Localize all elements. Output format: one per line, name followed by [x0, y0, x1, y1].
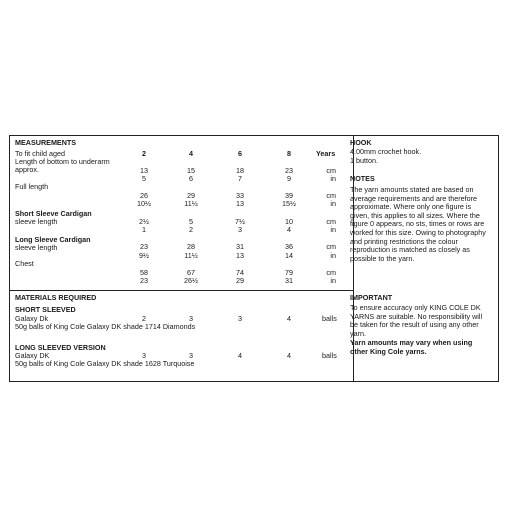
- value-cell: 3: [238, 225, 242, 234]
- materials-heading: MATERIALS REQUIRED: [15, 293, 97, 302]
- value-cell: 29: [187, 191, 195, 200]
- value-cell: 23: [140, 242, 148, 251]
- value-cell: 4: [287, 225, 291, 234]
- value-cell: 2½: [139, 217, 149, 226]
- unit-in: in: [330, 276, 336, 285]
- unit-cm: cm: [326, 268, 336, 277]
- unit-in: in: [330, 251, 336, 260]
- value-cell: 7: [238, 174, 242, 183]
- measurements-heading: MEASUREMENTS: [15, 138, 77, 147]
- ball-count: 3: [189, 314, 193, 323]
- short-yarn-desc: 50g balls of King Cole Galaxy DK shade 1714 Diamonds: [15, 322, 196, 331]
- value-cell: 1: [142, 225, 146, 234]
- value-cell: 5: [189, 217, 193, 226]
- section-divider: [10, 290, 353, 291]
- value-cell: 26: [140, 191, 148, 200]
- value-cell: 7½: [235, 217, 245, 226]
- unit-cm: cm: [326, 191, 336, 200]
- value-cell: 15½: [282, 199, 296, 208]
- important-heading: IMPORTANT: [350, 293, 393, 302]
- value-cell: 13: [236, 199, 244, 208]
- notes-text: The yarn amounts stated are based on average requirements and are therefore approximate. Where only one figure is given, this applies to all sizes. Where the figure 0 appears, no sts, times or rows are worked for this size. Owing to photography and printing restrictions the colour reproduction is matched as closely as possible to the yarn.: [350, 185, 486, 263]
- full-length-label: Full length: [15, 182, 49, 191]
- value-cell: 14: [285, 251, 293, 260]
- ball-count: 2: [142, 314, 146, 323]
- important-text: To ensure accuracy only KING COLE DK YARNS are suitable. No responsibility will be taken for the result of using any other yarn.: [350, 303, 483, 338]
- notes-heading: NOTES: [350, 174, 375, 183]
- value-cell: 23: [285, 166, 293, 175]
- value-cell: 33: [236, 191, 244, 200]
- value-cell: 15: [187, 166, 195, 175]
- long-yarn: Galaxy DK: [15, 351, 50, 360]
- ball-count: 4: [287, 314, 291, 323]
- value-cell: 9: [287, 174, 291, 183]
- short-sleeve-label: sleeve length: [15, 217, 58, 226]
- important-bold-text: Yarn amounts may vary when using other King Cole yarns.: [350, 338, 473, 356]
- value-cell: 2: [189, 225, 193, 234]
- ball-count: 3: [189, 351, 193, 360]
- unit-cm: cm: [326, 166, 336, 175]
- value-cell: 74: [236, 268, 244, 277]
- hook-heading: HOOK: [350, 138, 372, 147]
- value-cell: 58: [140, 268, 148, 277]
- value-cell: 5: [142, 174, 146, 183]
- balls-label: balls: [322, 314, 337, 323]
- short-sleeved-heading: SHORT SLEEVED: [15, 305, 76, 314]
- ball-count: 3: [238, 314, 242, 323]
- fit-label: To fit child aged: [15, 149, 65, 158]
- length-label: Length of bottom to underarm: [15, 157, 110, 166]
- value-cell: 39: [285, 191, 293, 200]
- value-cell: 13: [140, 166, 148, 175]
- value-cell: 28: [187, 242, 195, 251]
- value-cell: 31: [236, 242, 244, 251]
- value-cell: 26½: [184, 276, 198, 285]
- long-sleeved-heading: LONG SLEEVED VERSION: [15, 343, 106, 352]
- value-cell: 18: [236, 166, 244, 175]
- value-cell: 10½: [137, 199, 151, 208]
- ball-count: 4: [238, 351, 242, 360]
- value-cell: 36: [285, 242, 293, 251]
- button-count: 1 button.: [350, 156, 378, 165]
- size-header: 8: [287, 149, 291, 158]
- years-label: Years: [316, 149, 336, 158]
- value-cell: 23: [140, 276, 148, 285]
- ball-count: 3: [142, 351, 146, 360]
- unit-in: in: [330, 174, 336, 183]
- size-header: 6: [238, 149, 242, 158]
- value-cell: 11½: [184, 199, 198, 208]
- chest-label: Chest: [15, 259, 34, 268]
- value-cell: 9½: [139, 251, 149, 260]
- size-header: 2: [142, 149, 146, 158]
- long-yarn-desc: 50g balls of King Cole Galaxy DK shade 1628 Turquoise: [15, 359, 195, 368]
- balls-label: balls: [322, 351, 337, 360]
- unit-cm: cm: [326, 217, 336, 226]
- size-header: 4: [189, 149, 193, 158]
- short-yarn: Galaxy Dk: [15, 314, 49, 323]
- unit-in: in: [330, 199, 336, 208]
- value-cell: 10: [285, 217, 293, 226]
- long-sleeve-heading: Long Sleeve Cardigan: [15, 235, 91, 244]
- value-cell: 6: [189, 174, 193, 183]
- value-cell: 11½: [184, 251, 198, 260]
- value-cell: 13: [236, 251, 244, 260]
- value-cell: 31: [285, 276, 293, 285]
- unit-in: in: [330, 225, 336, 234]
- ball-count: 4: [287, 351, 291, 360]
- value-cell: 79: [285, 268, 293, 277]
- value-cell: 67: [187, 268, 195, 277]
- approx-label: approx.: [15, 165, 39, 174]
- short-sleeve-heading: Short Sleeve Cardigan: [15, 209, 92, 218]
- hook-size: 4.00mm crochet hook.: [350, 147, 422, 156]
- value-cell: 29: [236, 276, 244, 285]
- long-sleeve-label: sleeve length: [15, 243, 58, 252]
- unit-cm: cm: [326, 242, 336, 251]
